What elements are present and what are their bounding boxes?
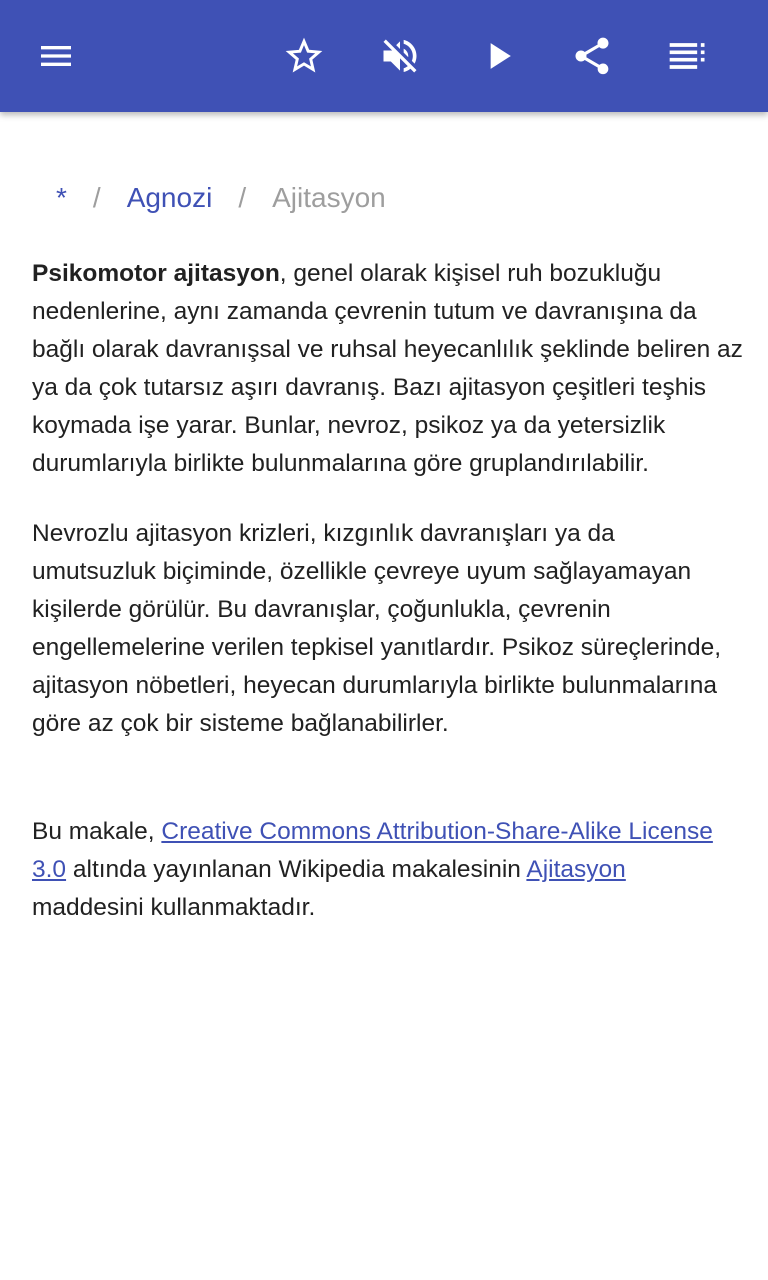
article-content xyxy=(32,255,744,927)
license-notice xyxy=(32,813,744,927)
breadcrumb-current: Ajitasyon xyxy=(272,182,386,213)
share-button[interactable] xyxy=(564,28,620,84)
license-link[interactable]: Creative Commons Attribution-Share-Alike License 3.0 xyxy=(32,818,713,883)
playlist-icon xyxy=(666,34,710,78)
favorite-button[interactable] xyxy=(276,28,332,84)
article-paragraph-2: Nevrozlu ajitasyon krizleri, kızgınlık davranışları ya da umutsuzluk biçiminde, özellikle çevreye uyum sağlayamayan kişilerde görülür. Bu davranışlar, çoğunlukla, çevrenin engellemelerine verilen tepkisel yanıtlardır. Psikoz süreçlerinde, ajitasyon nöbetleri, heyecan durumlarıyla birlikte bulunmalarına göre az çok bir sisteme bağlanabilirler. xyxy=(32,520,722,737)
license-middle: altında yayınlanan Wikipedia makalesinin xyxy=(66,856,527,883)
mute-button[interactable] xyxy=(372,28,428,84)
share-icon xyxy=(570,34,614,78)
source-article-link[interactable]: Ajitasyon xyxy=(526,856,626,883)
breadcrumb xyxy=(32,176,386,220)
breadcrumb-separator: / xyxy=(238,182,247,213)
star-outline-icon xyxy=(282,34,326,78)
article-term: Psikomotor ajitasyon xyxy=(32,260,280,287)
play-button[interactable] xyxy=(470,28,526,84)
breadcrumb-separator: / xyxy=(92,182,101,213)
play-icon xyxy=(476,34,520,78)
volume-off-icon xyxy=(378,34,422,78)
article-paragraph-1-text: , genel olarak kişisel ruh bozukluğu nedenlerine, aynı zamanda çevrenin tutum ve davranışına da bağlı olarak davranışsal ve ruhsal heyecanlılık şeklinde beliren az ya da çok tutarsız aşırı davranış. Bazı ajitasyon çeşitleri teşhis koymada işe yarar. Bunlar, nevroz, psikoz ya da yetersizlik durumlarıyla birlikte bulunmalarına göre gruplandırılabilir. xyxy=(32,260,743,477)
playlist-button[interactable] xyxy=(660,28,716,84)
menu-icon xyxy=(36,36,76,76)
license-prefix: Bu makale, xyxy=(32,818,162,845)
breadcrumb-home-link[interactable]: * xyxy=(56,182,67,213)
breadcrumb-parent-link[interactable]: Agnozi xyxy=(126,182,213,213)
app-toolbar xyxy=(0,0,768,112)
article-paragraph-1 xyxy=(32,255,744,483)
menu-button[interactable] xyxy=(28,28,84,84)
license-suffix: maddesini kullanmaktadır. xyxy=(32,894,316,921)
